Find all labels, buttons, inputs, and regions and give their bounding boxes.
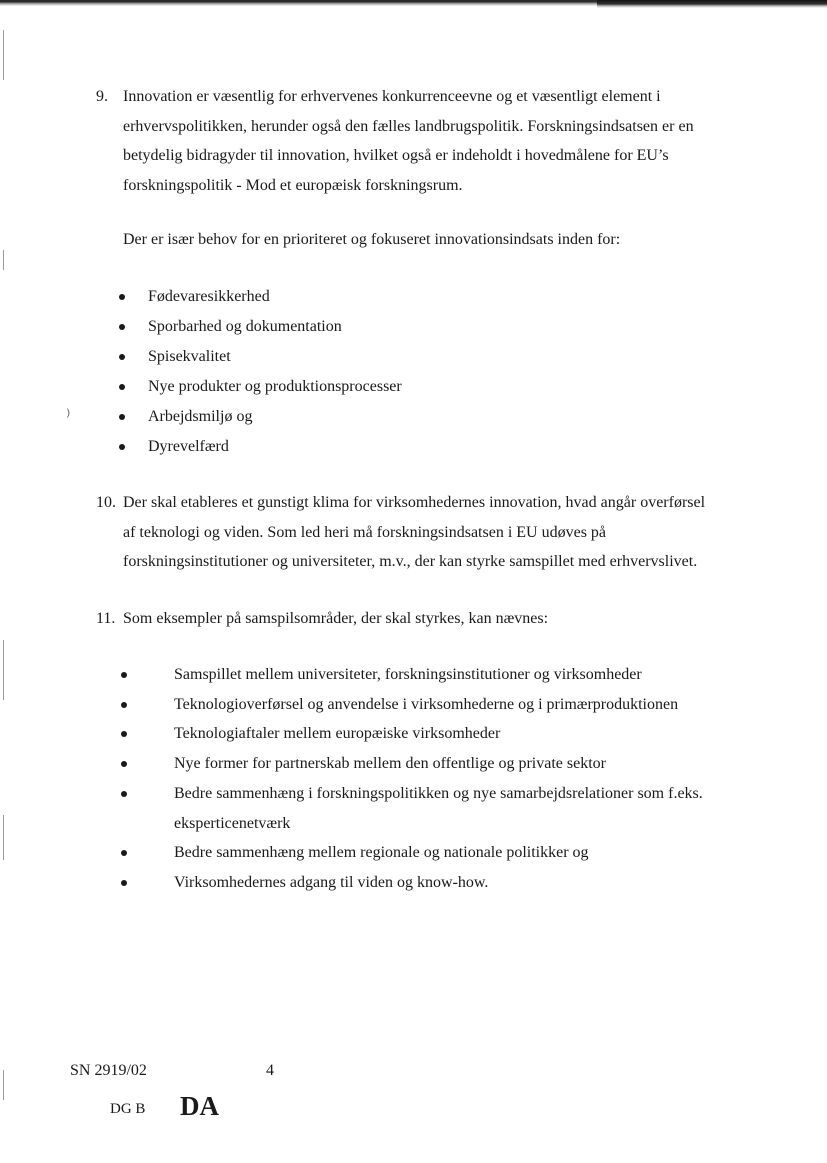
page-number: 4 [266, 1062, 274, 1079]
paragraph-number: 9. [96, 88, 108, 105]
paragraph-line: forskningsinstitutioner og universiteter, m.v., der kan styrke samspillet med erhvervslivet. [123, 553, 698, 570]
bullet-icon [119, 384, 125, 390]
directorate-label: DG B [110, 1101, 146, 1117]
paragraph-text: Som eksempler på samspilsområder, der skal styrkes, kan nævnes: [123, 610, 549, 627]
list-item: Spisekvalitet [0, 342, 827, 372]
language-code: DA [180, 1091, 219, 1121]
list-item: Teknologiaftaler mellem europæiske virksomheder [0, 719, 734, 749]
list-item: Dyrevelfærd [0, 432, 827, 462]
bullet-icon [119, 324, 125, 330]
scan-edge-left [3, 250, 4, 270]
paragraph-line: Der skal etableres et gunstigt klima for virksomhedernes innovation, hvad angår overførsel [123, 494, 706, 511]
intro-text: Der er især behov for en prioriteret og fokuseret innovationsindsats inden for: [123, 231, 621, 248]
list-item: Virksomhedernes adgang til viden og know-how. [0, 868, 734, 898]
bullet-icon [121, 850, 127, 856]
paragraph-line: af teknologi og viden. Som led heri må forskningsindsatsen i EU udøves på [123, 523, 607, 541]
list-item: Samspillet mellem universiteter, forskningsinstitutioner og virksomheder [0, 660, 734, 690]
bullet-icon [121, 880, 127, 886]
list-item: Nye produkter og produktionsprocesser [0, 372, 827, 402]
document-reference: SN 2919/02 [70, 1062, 147, 1079]
list-item: Nye former for partnerskab mellem den offentlige og private sektor [0, 749, 734, 779]
bullet-icon [121, 672, 127, 678]
list-item: Teknologioverførsel og anvendelse i virksomhederne og i primærproduktionen [0, 690, 734, 720]
priority-list [0, 282, 827, 462]
bullet-icon [121, 731, 127, 737]
paragraph-line: Innovation er væsentlig for erhvervenes konkurrenceevne og et væsentligt element i [123, 88, 661, 105]
bullet-icon [121, 702, 127, 708]
list-item: Sporbarhed og dokumentation [0, 312, 827, 342]
paragraph-number: 10. [96, 494, 116, 511]
list-item: Fødevaresikkerhed [0, 282, 827, 312]
cooperation-list [0, 660, 827, 898]
scan-edge-left [3, 30, 4, 80]
scan-edge-top-right [597, 0, 827, 8]
paragraph-9 [96, 82, 773, 200]
bullet-icon [119, 354, 125, 360]
bullet-icon [121, 791, 127, 797]
paragraph-line: betydelig bidragyder til innovation, hvilket også er indeholdt i hovedmålene for EU’s [123, 147, 669, 164]
bullet-icon [119, 294, 125, 300]
paragraph-10 [96, 488, 773, 577]
scan-mark: ⁾ [66, 406, 71, 427]
list-item: Arbejdsmiljø og [0, 402, 827, 432]
scan-edge-left [3, 1070, 4, 1100]
bullet-icon [119, 414, 125, 420]
paragraph-number: 11. [96, 610, 116, 627]
paragraph-line: erhvervspolitikken, herunder også den fælles landbrugspolitik. Forskningsindsatsen er en [123, 117, 694, 135]
paragraph-line: forskningspolitik - Mod et europæisk forskningsrum. [123, 176, 463, 194]
paragraph-11 [96, 604, 773, 634]
bullet-icon [119, 444, 125, 450]
list-item: Bedre sammenhæng mellem regionale og nationale politikker og [0, 838, 734, 868]
bullet-icon [121, 761, 127, 767]
list-item: Bedre sammenhæng i forskningspolitikken og nye samarbejdsrelationer som f.eks. eksperticenetværk [0, 779, 734, 838]
